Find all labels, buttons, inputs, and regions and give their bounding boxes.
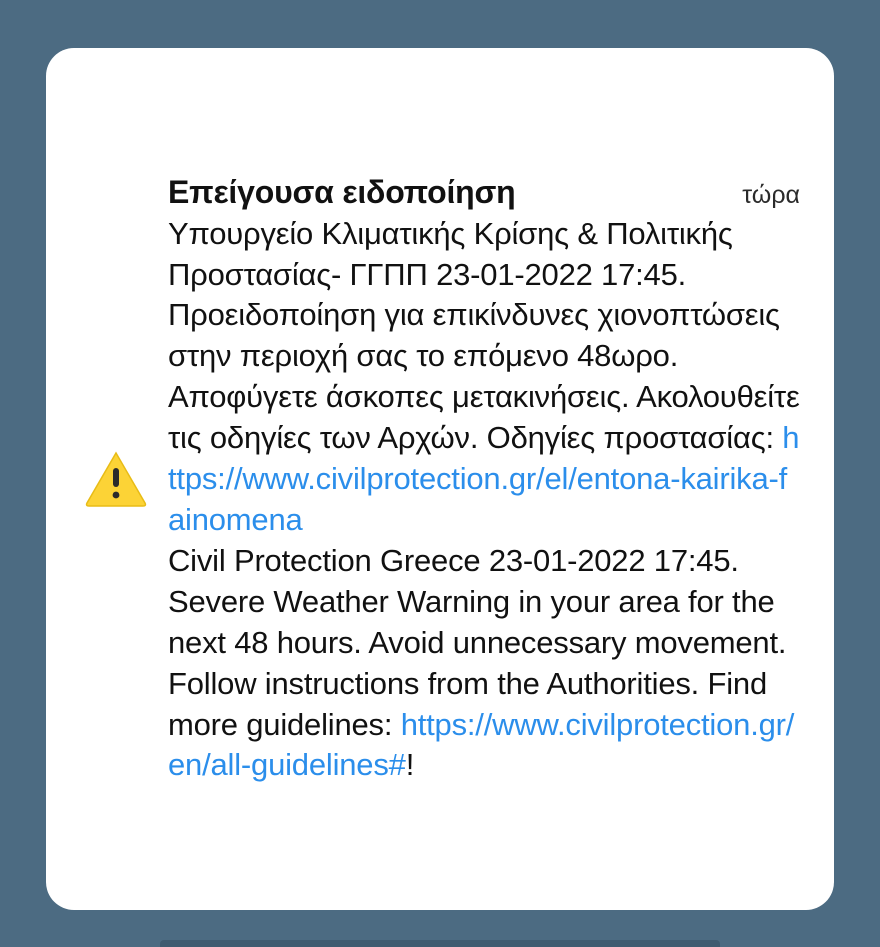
english-guidelines-link[interactable]: https://www.civilprotection.gr/en/all-guidelines# (168, 706, 795, 783)
next-notification-peek (0, 931, 880, 947)
greek-guidelines-link[interactable]: https://www.civilprotection.gr/el/entona-kairika-fainomena (168, 420, 800, 537)
notification-title: Επείγουσα ειδοποίηση (168, 173, 516, 210)
notification-header (168, 172, 800, 212)
notification-text-column (168, 172, 804, 787)
english-message-text: Civil Protection Greece 23-01-2022 17:45. Severe Weather Warning in your area for the next 48 hours. Avoid unnecessary movement. Follow instructions from the Authorities. Find more guidelines: (168, 542, 787, 742)
greek-message-text: Υπουργείο Κλιματικής Κρίσης & Πολιτικής Προστασίας- ΓΓΠΠ 23-01-2022 17:45. Προειδοποίηση για επικίνδυνες χιονοπτώσεις στην περιοχή σας το επόμενο 48ωρο. Αποφύγετε άσκοπες μετακινήσεις. Ακολουθείτε τις οδηγίες των Αρχών. Οδηγίες προστασίας: (168, 215, 800, 456)
english-message-tail: ! (405, 747, 415, 783)
notification-body (168, 214, 800, 787)
peek-bar (160, 940, 720, 947)
notification-icon-column (64, 450, 168, 508)
notification-body-english (168, 541, 800, 786)
notification-body-greek (168, 214, 800, 541)
emergency-alert-notification[interactable] (46, 48, 834, 910)
notification-timestamp: τώρα (742, 180, 800, 209)
warning-triangle-icon (85, 450, 147, 508)
